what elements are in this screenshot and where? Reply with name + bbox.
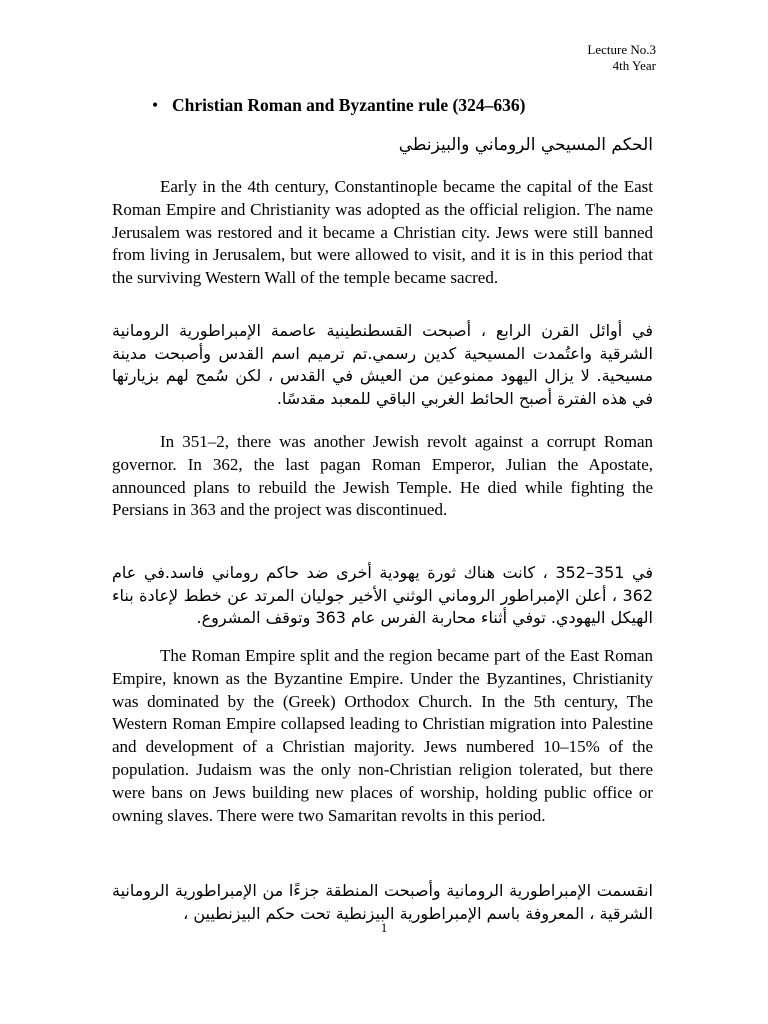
- page-header: [587, 42, 656, 74]
- paragraph-3-arabic: انقسمت الإمبراطورية الرومانية وأصبحت المنطقة جزءًا من الإمبراطورية الرومانية الشرقية ، المعروفة باسم الإمبراطورية البيزنطية تحت حكم البيزنطيين ،: [112, 881, 653, 923]
- section-title: [152, 95, 526, 116]
- paragraph-3-english: The Roman Empire split and the region became part of the East Roman Empire, known as the Byzantine Empire. Under the Byzantines, Christianity was dominated by the (Greek) Orthodox Church. In the 5th century, The Western Roman Empire collapsed leading to Christian migration into Palestine and development of a Christian majority. Jews numbered 10–15% of the population. Judaism was the only non-Christian religion tolerated, but there were bans on Jews building new places of worship, holding public office or owning slaves. There were two Samaritan revolts in this period.: [112, 646, 653, 825]
- lecture-number: Lecture No.3: [587, 42, 656, 57]
- year-label: 4th Year: [612, 58, 656, 73]
- section-title-text: Christian Roman and Byzantine rule (324–636): [172, 95, 526, 115]
- paragraph-1-english: Early in the 4th century, Constantinople became the capital of the East Roman Empire and Christianity was adopted as the official religion. The name Jerusalem was restored and it became a Christian city. Jews were still banned from living in Jerusalem, but were allowed to visit, and it is in this period that the surviving Western Wall of the temple became sacred.: [112, 177, 653, 288]
- page-number: 1: [380, 920, 388, 935]
- bullet-icon: •: [152, 95, 159, 115]
- paragraph-2-english: In 351–2, there was another Jewish revolt against a corrupt Roman governor. In 362, the last pagan Roman Emperor, Julian the Apostate, announced plans to rebuild the Jewish Temple. He died while fighting the Persians in 363 and the project was discontinued.: [112, 432, 653, 520]
- section-title-arabic: الحكم المسيحي الروماني والبيزنطي: [398, 135, 653, 155]
- paragraph-2-arabic: في 351–352 ، كانت هناك ثورة يهودية أخرى ضد حاكم روماني فاسد.في عام 362 ، أعلن الإمبراطور الروماني الوثني الأخير جوليان المرتد عن خطط لإعادة بناء الهيكل اليهودي. توفي أثناء محاربة الفرس عام 363 وتوقف المشروع.: [112, 563, 653, 627]
- paragraph-1-arabic: في أوائل القرن الرابع ، أصبحت القسطنطينية عاصمة الإمبراطورية الرومانية الشرقية واعتُمدت المسيحية كدين رسمي.تم ترميم اسم القدس وأصبحت مدينة مسيحية. لا يزال اليهود ممنوعين من العيش في القدس ، لكن سُمح لهم بزيارتها في هذه الفترة أصبح الحائط الغربي الباقي للمعبد مقدسًا.: [112, 321, 653, 408]
